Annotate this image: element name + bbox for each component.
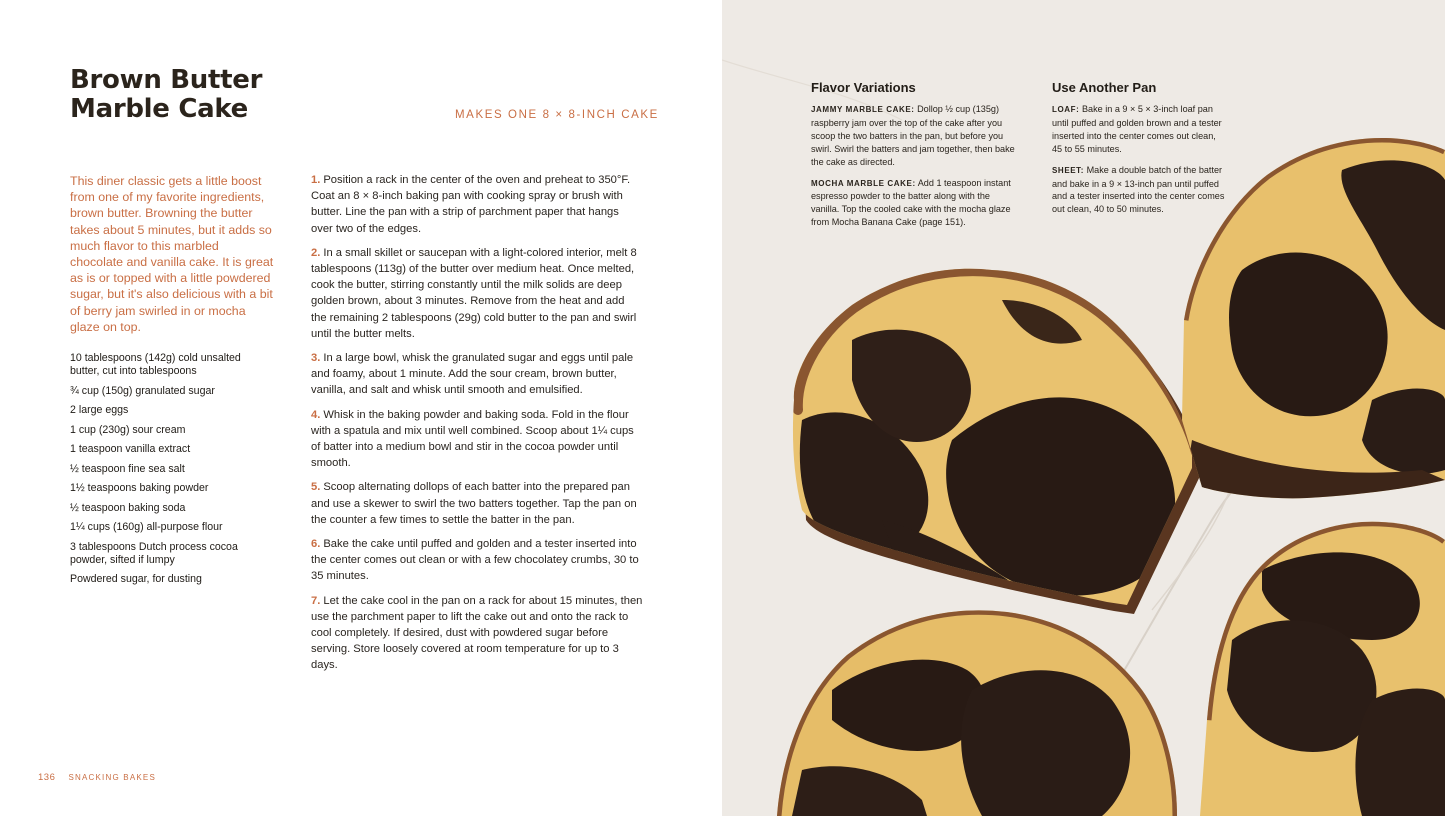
another-pan: [1052, 80, 1228, 224]
ingredient-item: 2 large eggs: [70, 404, 129, 416]
variation-jammy: [811, 103, 1017, 169]
pan-loaf-lead: LOAF:: [1052, 105, 1080, 114]
variations-heading: Flavor Variations: [811, 80, 916, 95]
page-footer: [38, 772, 156, 783]
recipe-title: [70, 66, 262, 124]
ingredient-item: 10 tablespoons (142g) cold unsalted butter, cut into tablespoons: [70, 352, 241, 377]
ingredient-item: ½ teaspoon fine sea salt: [70, 462, 185, 475]
pan-sheet-lead: SHEET:: [1052, 165, 1085, 175]
recipe-yield: MAKES ONE 8 × 8-INCH CAKE: [455, 109, 659, 121]
ingredient-item: 1½ teaspoons baking powder: [70, 482, 209, 494]
step-text: Bake the cake until puffed and golden and a tester inserted into the center comes out clean or with a few chocolatey crumbs, 30 to 35 minutes.: [311, 538, 639, 583]
ingredient-item: 1 cup (230g) sour cream: [70, 423, 186, 436]
ingredient-item: ¾ cup (150g) granulated sugar: [70, 384, 215, 397]
step-number: 4.: [311, 408, 321, 421]
pan-sheet-text: Make a double batch of the batter and bake in a 9 × 13-inch pan until puffed and a tester inserted into the center comes out clean, 40 to 50 minutes.: [1052, 164, 1225, 215]
variation-jammy-text: Dollop ½ cup (135g) raspberry jam over the top of the cake after you scoop the two batters in the pan, but before you swirl. Swirl the batters and jam together, then bake the cake as directed.: [811, 104, 1015, 167]
step-text: Scoop alternating dollops of each batter into the prepared pan and use a skewer to swirl the two batters together. Tap the pan on the counter a few times to settle the batter in the pan.: [311, 481, 637, 526]
ingredient-list: [70, 352, 270, 593]
variation-jammy-lead: JAMMY MARBLE CAKE:: [811, 105, 915, 114]
ingredient-item: 3 tablespoons Dutch process cocoa powder, sifted if lumpy: [70, 540, 238, 566]
ingredient-item: 1 teaspoon vanilla extract: [70, 443, 191, 455]
method-step: [311, 479, 643, 528]
flavor-variations: [811, 80, 1017, 237]
step-number: 3.: [311, 352, 321, 365]
step-number: 6.: [311, 538, 321, 551]
variation-mocha-lead: MOCHA MARBLE CAKE:: [811, 178, 916, 188]
step-number: 7.: [311, 594, 321, 607]
method-steps: [311, 172, 643, 682]
variation-mocha-text: Add 1 teaspoon instant espresso powder to the batter along with the vanilla. Top the cooled cake with the mocha glaze from Mocha Banana Cake (page 151).: [811, 177, 1011, 228]
step-number: 5.: [311, 481, 321, 494]
method-step: [311, 536, 643, 585]
step-text: In a small skillet or saucepan with a light-colored interior, melt 8 tablespoons (113g) of the butter over medium heat. Once melted, cook the butter, stirring constantly until the milk solids are deep golden brown, about 3 minutes. Remove from the heat and add the remaining 2 tablespoons (29g) cold butter to the pan and swirl until the butter melts.: [311, 246, 637, 340]
method-step: [311, 593, 643, 674]
step-text: Position a rack in the center of the oven and preheat to 350°F. Coat an 8 × 8-inch baking pan with cooking spray or brush with butter. Line the pan with a strip of parchment paper that hangs over two of the edges.: [311, 174, 631, 235]
left-page: [0, 0, 722, 816]
method-step: [311, 407, 643, 472]
pan-sheet: [1052, 164, 1228, 217]
step-number: 2.: [311, 246, 321, 259]
ingredient-item: Powdered sugar, for dusting: [70, 573, 202, 585]
pan-loaf-text: Bake in a 9 × 5 × 3-inch loaf pan until puffed and golden brown and a tester inserted into the center comes out clean, 45 to 55 minutes.: [1052, 104, 1222, 154]
page-number: 136: [38, 772, 56, 783]
step-number: 1.: [311, 174, 321, 186]
pan-heading: Use Another Pan: [1052, 80, 1157, 95]
recipe-title-line2: Marble Cake: [70, 94, 249, 124]
recipe-title-line1: Brown Butter: [70, 65, 263, 95]
ingredient-item: 1¼ cups (160g) all-purpose flour: [70, 521, 223, 533]
step-text: Whisk in the baking powder and baking soda. Fold in the flour with a spatula and mix until well combined. Scoop about 1¼ cups of batter into a medium bowl and stir in the cocoa powder until smooth.: [311, 408, 634, 470]
ingredient-item: ½ teaspoon baking soda: [70, 501, 186, 514]
method-step: [311, 350, 643, 399]
step-text: In a large bowl, whisk the granulated sugar and eggs until pale and foamy, about 1 minute. Add the sour cream, brown butter, vanilla, and salt and whisk until smooth and emulsified.: [311, 352, 634, 397]
right-page: [722, 0, 1445, 816]
pan-loaf: [1052, 103, 1228, 156]
method-step: [311, 245, 643, 342]
step-text: Let the cake cool in the pan on a rack for about 15 minutes, then use the parchment paper to lift the cake out and onto the rack to cool completely. If desired, dust with powdered sugar before serving. Store loosely covered at room temperature for up to 3 days.: [311, 594, 643, 672]
section-name: SNACKING BAKES: [68, 773, 156, 782]
recipe-intro: This diner classic gets a little boost from one of my favorite ingredients, brown butter. Browning the butter takes about 5 minutes, but it adds so much flavor to this marbled chocolate and vanilla cake. It is great as is or topped with a little powdered sugar, but it's also delicious with a bit of berry jam swirled in or mocha glaze on top.: [70, 174, 274, 334]
method-step: [311, 172, 643, 237]
variation-mocha: [811, 177, 1017, 230]
